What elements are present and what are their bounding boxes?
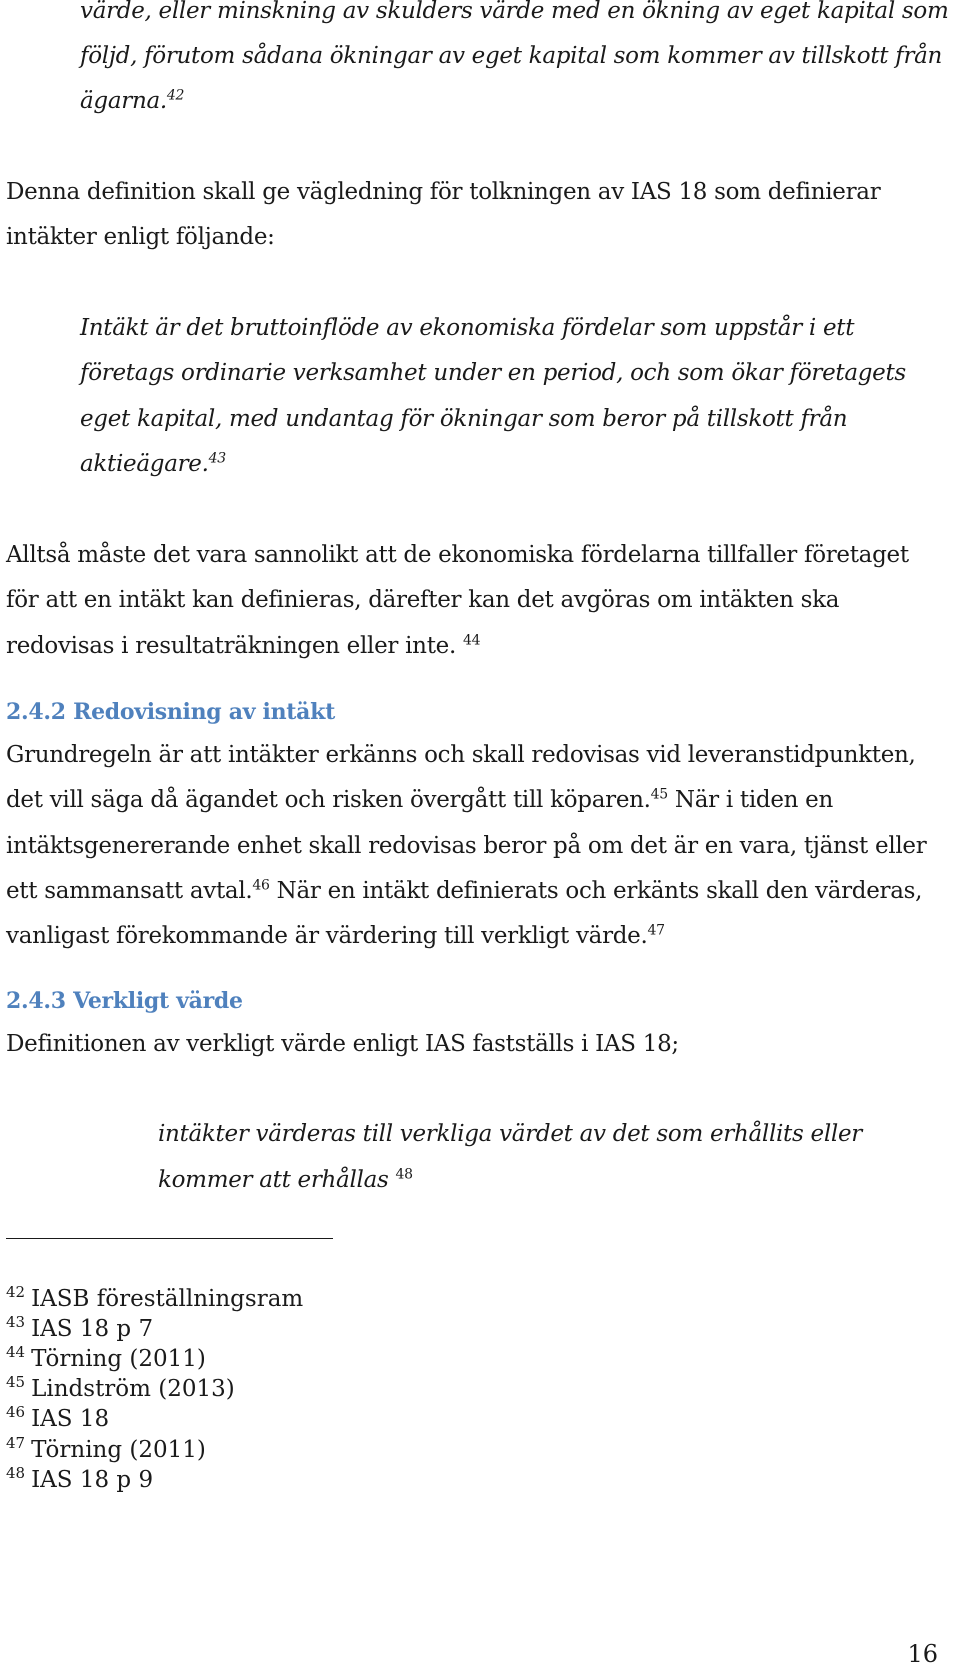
footnote xyxy=(6,1314,153,1344)
quote-line: företags ordinarie verksamhet under en period, och som ökar företagets xyxy=(80,360,906,386)
paragraph-line: intäktsgenererande enhet skall redovisas beror på om det är en vara, tjänst eller xyxy=(6,833,927,859)
quote-text: ägarna. xyxy=(80,88,167,114)
footnote-text: IAS 18 p 7 xyxy=(31,1316,154,1342)
footnote-number: 46 xyxy=(6,1403,26,1422)
footnote-ref: 44 xyxy=(462,632,481,649)
paragraph-line xyxy=(6,876,922,906)
paragraph-text: ett sammansatt avtal. xyxy=(6,878,253,904)
footnote-separator xyxy=(6,1238,333,1239)
section-heading: 2.4.2 Redovisning av intäkt xyxy=(6,699,335,725)
footnote xyxy=(6,1284,303,1314)
quote-line: värde, eller minskning av skulders värde med en ökning av eget kapital som xyxy=(80,0,949,24)
footnote-text: IAS 18 xyxy=(31,1406,110,1432)
paragraph-line xyxy=(6,631,480,661)
quote-line: följd, förutom sådana ökningar av eget kapital som kommer av tillskott från xyxy=(80,43,943,69)
quote-line: intäkter värderas till verkliga värdet av det som erhållits eller xyxy=(158,1121,862,1147)
footnote-ref: 45 xyxy=(650,786,668,803)
paragraph-line: Alltså måste det vara sannolikt att de ekonomiska fördelarna tillfaller företaget xyxy=(6,542,909,568)
footnote-number: 45 xyxy=(6,1373,26,1392)
quote-line xyxy=(80,449,226,479)
paragraph-text: det vill säga då ägandet och risken övergått till köparen. xyxy=(6,787,651,813)
footnote-number: 48 xyxy=(6,1464,26,1483)
quote-line xyxy=(158,1165,413,1195)
paragraph-line: Grundregeln är att intäkter erkänns och skall redovisas vid leveranstidpunkten, xyxy=(6,742,916,768)
footnote-text: IAS 18 p 9 xyxy=(31,1467,154,1493)
footnote-text: IASB föreställningsram xyxy=(31,1286,304,1312)
footnote-ref: 47 xyxy=(647,922,665,939)
paragraph-text: När en intäkt definierats och erkänts skall den värderas, xyxy=(269,878,923,904)
quote-line: eget kapital, med undantag för ökningar som beror på tillskott från xyxy=(80,406,848,432)
footnote xyxy=(6,1435,206,1465)
quote-line xyxy=(80,86,184,116)
footnote xyxy=(6,1404,109,1434)
footnote-ref: 42 xyxy=(166,87,185,104)
paragraph-text: vanligast förekommande är värdering till verkligt värde. xyxy=(6,923,648,949)
page-number: 16 xyxy=(907,1640,938,1668)
footnote-text: Lindström (2013) xyxy=(31,1376,235,1402)
footnote-ref: 46 xyxy=(252,877,270,894)
paragraph-line xyxy=(6,921,665,951)
footnote-number: 47 xyxy=(6,1434,26,1453)
footnote-number: 43 xyxy=(6,1313,26,1332)
paragraph-text: När i tiden en xyxy=(667,787,833,813)
paragraph-text: redovisas i resultaträkningen eller inte. xyxy=(6,633,456,659)
quote-text: kommer att erhållas xyxy=(158,1167,389,1193)
footnote xyxy=(6,1344,206,1374)
footnote xyxy=(6,1374,235,1404)
footnote-ref: 48 xyxy=(395,1166,413,1183)
footnote-number: 42 xyxy=(6,1283,26,1302)
quote-line: Intäkt är det bruttoinflöde av ekonomiska fördelar som uppstår i ett xyxy=(80,315,855,341)
paragraph-line xyxy=(6,785,833,815)
footnote-number: 44 xyxy=(6,1343,26,1362)
paragraph-line: Definitionen av verkligt värde enligt IAS fastställs i IAS 18; xyxy=(6,1031,679,1057)
paragraph-line: intäkter enligt följande: xyxy=(6,224,275,250)
section-heading: 2.4.3 Verkligt värde xyxy=(6,988,243,1014)
footnote-text: Törning (2011) xyxy=(31,1346,206,1372)
paragraph-line: för att en intäkt kan definieras, därefter kan det avgöras om intäkten ska xyxy=(6,587,840,613)
footnote-ref: 43 xyxy=(208,450,226,467)
paragraph-line: Denna definition skall ge vägledning för tolkningen av IAS 18 som definierar xyxy=(6,179,881,205)
quote-text: aktieägare. xyxy=(80,451,209,477)
footnote xyxy=(6,1465,153,1495)
footnote-text: Törning (2011) xyxy=(31,1437,206,1463)
